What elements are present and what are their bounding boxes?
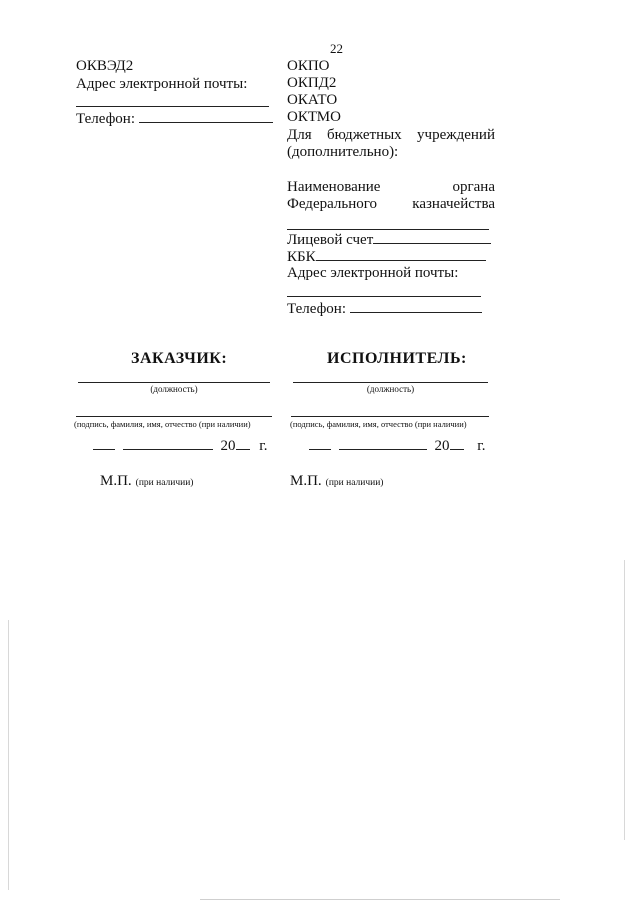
budget-line-2: (дополнительно): [287,144,399,160]
customer-month-line [123,437,213,450]
treasury-word-4: казначейства [412,196,495,212]
executor-heading: ИСПОЛНИТЕЛЬ: [327,350,467,367]
treasury-line [287,229,489,230]
kbk-line [316,248,486,261]
right-phone-line [350,300,482,313]
treasury-line-1 [287,179,495,196]
oktmo-label: ОКТМО [287,109,341,125]
treasury-word-1: Наименование [287,179,381,195]
executor-signature-caption: (подпись, фамилия, имя, отчество (при наличии) [290,419,467,429]
account-label: Лицевой счет [287,232,374,248]
right-email-label: Адрес электронной почты: [287,265,459,281]
executor-date-row [309,437,485,455]
customer-date-row [93,437,267,455]
customer-position-caption: (должность) [150,384,198,394]
executor-stamp-label: М.П. [290,473,322,489]
account-row [287,231,491,249]
customer-stamp [100,472,193,490]
right-phone-label: Телефон: [287,301,346,317]
customer-signature-caption: (подпись, фамилия, имя, отчество (при наличии) [74,419,251,429]
treasury-line-2 [287,196,495,213]
scan-edge-bottom [200,899,560,900]
budget-word-3: учреждений [417,127,495,143]
okpd-label: ОКПД2 [287,75,337,91]
left-phone-label: Телефон: [76,111,135,127]
left-phone-row [76,110,273,128]
customer-year-suffix: г. [259,438,268,454]
executor-stamp-note: (при наличии) [325,478,384,488]
budget-line-1 [287,127,495,144]
customer-stamp-label: М.П. [100,473,132,489]
customer-position-line [78,382,270,383]
treasury-word-2: органа [452,179,495,195]
okato-label: ОКАТО [287,92,338,108]
customer-year-line [236,437,250,450]
executor-position-line [293,382,488,383]
executor-signature-line [291,416,489,417]
customer-day-line [93,437,115,450]
executor-position-caption: (должность) [366,384,415,394]
scan-edge-left [8,620,9,890]
right-email-line [287,296,481,297]
left-phone-line [139,110,273,123]
customer-stamp-note: (при наличии) [135,478,194,488]
executor-month-line [339,437,427,450]
customer-heading: ЗАКАЗЧИК: [131,350,228,367]
right-phone-row [287,300,482,318]
executor-year-suffix: г. [477,438,486,454]
scan-edge-right [624,560,625,840]
treasury-word-3: Федерального [287,196,378,212]
okved-label: ОКВЭД2 [76,58,134,74]
executor-year-prefix: 20 [434,438,450,454]
kbk-row [287,248,486,266]
executor-stamp [290,472,383,490]
left-email-line [76,106,269,107]
budget-word-1: Для [287,127,312,143]
customer-signature-line [76,416,272,417]
budget-word-2: бюджетных [326,127,402,143]
executor-year-line [450,437,464,450]
page-number: 22 [330,41,343,56]
executor-day-line [309,437,331,450]
okpo-label: ОКПО [287,58,330,74]
left-email-label: Адрес электронной почты: [76,76,248,92]
account-line [373,231,491,244]
customer-year-prefix: 20 [220,438,236,454]
kbk-label: КБК [287,249,316,265]
